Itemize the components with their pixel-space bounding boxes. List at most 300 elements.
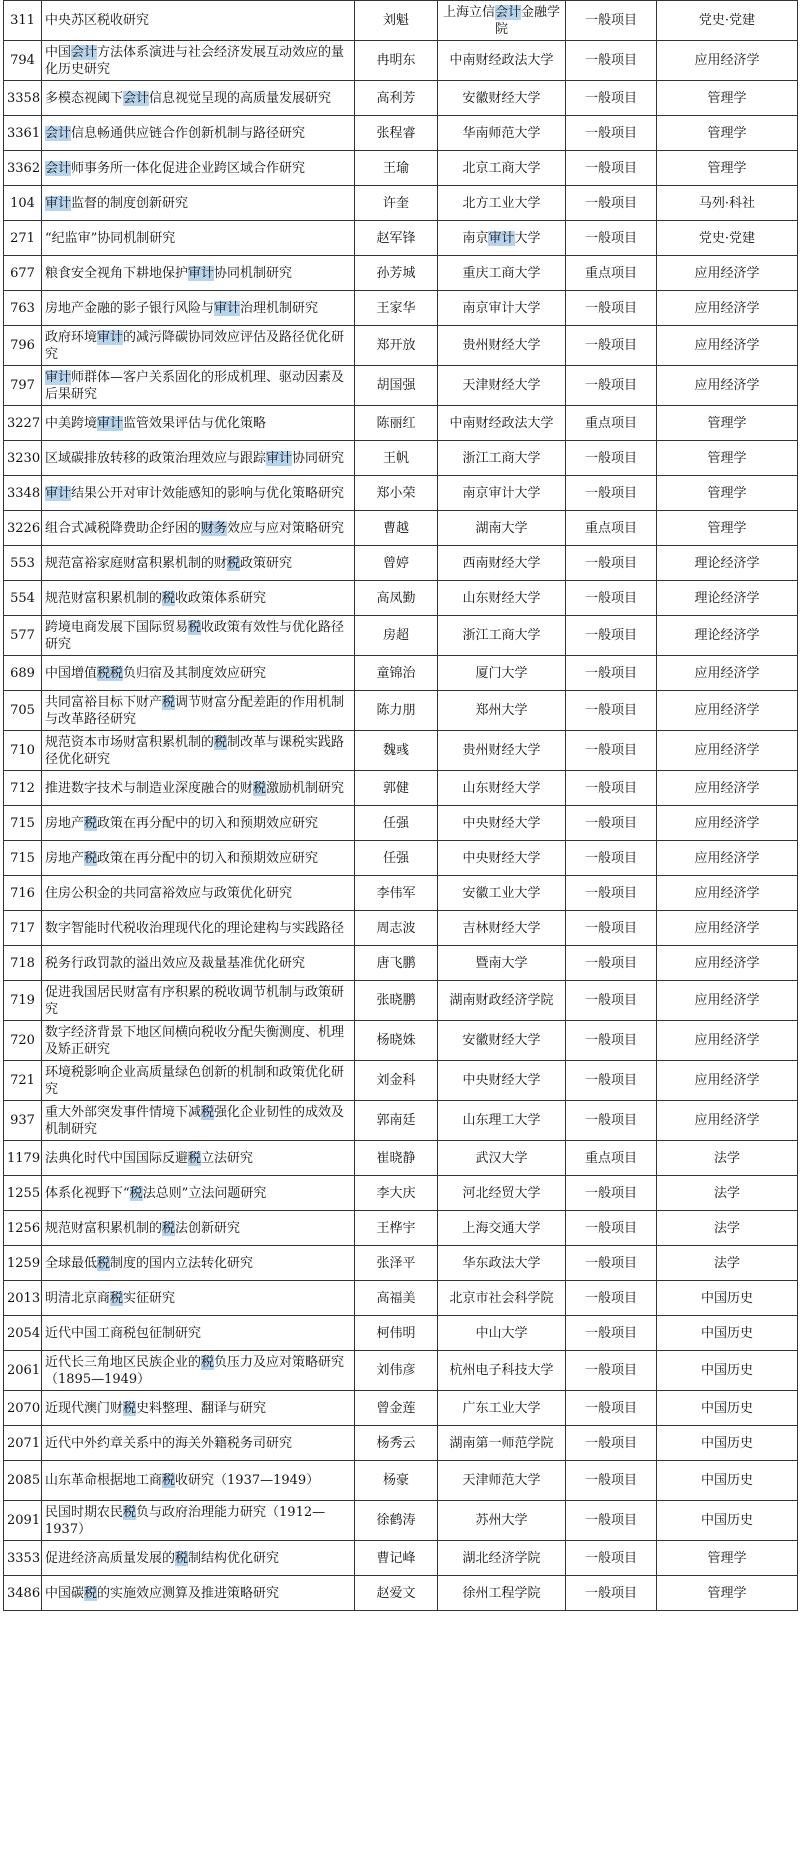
project-leader-cell: 魏彧 bbox=[355, 731, 438, 771]
project-type-cell: 重点项目 bbox=[566, 511, 657, 546]
table-row bbox=[4, 81, 798, 116]
table-row bbox=[4, 1101, 798, 1141]
table-row bbox=[4, 771, 798, 806]
project-org-cell: 广东工业大学 bbox=[438, 1391, 566, 1426]
project-type-cell: 一般项目 bbox=[566, 1246, 657, 1281]
project-subject-cell: 管理学 bbox=[657, 511, 798, 546]
project-org-cell: 华东政法大学 bbox=[438, 1246, 566, 1281]
project-id-cell: 271 bbox=[4, 221, 42, 256]
project-leader-cell: 曹越 bbox=[355, 511, 438, 546]
project-title-cell: 多模态视阈下会计信息视觉呈现的高质量发展研究 bbox=[42, 81, 355, 116]
project-id-cell: 1255 bbox=[4, 1176, 42, 1211]
project-type-cell: 一般项目 bbox=[566, 291, 657, 326]
table-row bbox=[4, 1141, 798, 1176]
project-title-cell: 粮食安全视角下耕地保护审计协同机制研究 bbox=[42, 256, 355, 291]
project-leader-cell: 王家华 bbox=[355, 291, 438, 326]
project-leader-cell: 柯伟明 bbox=[355, 1316, 438, 1351]
project-type-cell: 一般项目 bbox=[566, 981, 657, 1021]
project-subject-cell: 管理学 bbox=[657, 441, 798, 476]
project-title-cell: 数字经济背景下地区间横向税收分配失衡测度、机理及矫正研究 bbox=[42, 1021, 355, 1061]
project-type-cell: 一般项目 bbox=[566, 841, 657, 876]
project-subject-cell: 管理学 bbox=[657, 1576, 798, 1611]
table-row bbox=[4, 116, 798, 151]
table-row bbox=[4, 1316, 798, 1351]
project-leader-cell: 陈力朋 bbox=[355, 691, 438, 731]
projects-table bbox=[3, 0, 798, 1611]
project-subject-cell: 应用经济学 bbox=[657, 731, 798, 771]
table-row bbox=[4, 41, 798, 81]
project-leader-cell: 周志波 bbox=[355, 911, 438, 946]
project-subject-cell: 应用经济学 bbox=[657, 1061, 798, 1101]
keyword-highlight: 税 bbox=[129, 1185, 143, 1201]
project-subject-cell: 法学 bbox=[657, 1176, 798, 1211]
project-leader-cell: 张晓鹏 bbox=[355, 981, 438, 1021]
project-type-cell: 一般项目 bbox=[566, 326, 657, 366]
project-org-cell: 厦门大学 bbox=[438, 656, 566, 691]
project-type-cell: 重点项目 bbox=[566, 1141, 657, 1176]
project-title-cell: 环境税影响企业高质量绿色创新的机制和政策优化研究 bbox=[42, 1061, 355, 1101]
project-type-cell: 一般项目 bbox=[566, 366, 657, 406]
project-org-cell: 贵州财经大学 bbox=[438, 326, 566, 366]
project-subject-cell: 应用经济学 bbox=[657, 656, 798, 691]
project-type-cell: 一般项目 bbox=[566, 1351, 657, 1391]
project-id-cell: 2070 bbox=[4, 1391, 42, 1426]
project-subject-cell: 理论经济学 bbox=[657, 616, 798, 656]
project-org-cell: 山东财经大学 bbox=[438, 771, 566, 806]
project-leader-cell: 高凤勤 bbox=[355, 581, 438, 616]
project-leader-cell: 王帆 bbox=[355, 441, 438, 476]
table-row bbox=[4, 876, 798, 911]
table-row bbox=[4, 151, 798, 186]
project-title-cell: 规范财富积累机制的税法创新研究 bbox=[42, 1211, 355, 1246]
project-leader-cell: 刘伟彦 bbox=[355, 1351, 438, 1391]
project-id-cell: 720 bbox=[4, 1021, 42, 1061]
project-leader-cell: 唐飞鹏 bbox=[355, 946, 438, 981]
project-id-cell: 554 bbox=[4, 581, 42, 616]
project-type-cell: 一般项目 bbox=[566, 41, 657, 81]
project-subject-cell: 应用经济学 bbox=[657, 41, 798, 81]
keyword-highlight: 审计 bbox=[188, 265, 215, 281]
project-type-cell: 一般项目 bbox=[566, 1, 657, 41]
project-title-cell: 全球最低税制度的国内立法转化研究 bbox=[42, 1246, 355, 1281]
project-org-cell: 中央财经大学 bbox=[438, 1061, 566, 1101]
project-subject-cell: 中国历史 bbox=[657, 1281, 798, 1316]
project-leader-cell: 冉明东 bbox=[355, 41, 438, 81]
project-id-cell: 796 bbox=[4, 326, 42, 366]
project-id-cell: 2085 bbox=[4, 1461, 42, 1501]
project-type-cell: 一般项目 bbox=[566, 1501, 657, 1541]
project-subject-cell: 管理学 bbox=[657, 116, 798, 151]
table-row bbox=[4, 691, 798, 731]
table-row bbox=[4, 806, 798, 841]
keyword-highlight: 税 bbox=[162, 590, 176, 606]
project-id-cell: 705 bbox=[4, 691, 42, 731]
table-row bbox=[4, 981, 798, 1021]
project-leader-cell: 赵军锋 bbox=[355, 221, 438, 256]
project-subject-cell: 中国历史 bbox=[657, 1426, 798, 1461]
project-type-cell: 一般项目 bbox=[566, 616, 657, 656]
project-id-cell: 717 bbox=[4, 911, 42, 946]
project-leader-cell: 郭南廷 bbox=[355, 1101, 438, 1141]
keyword-highlight: 审计 bbox=[45, 369, 72, 385]
project-subject-cell: 党史·党建 bbox=[657, 1, 798, 41]
project-subject-cell: 应用经济学 bbox=[657, 946, 798, 981]
project-id-cell: 710 bbox=[4, 731, 42, 771]
project-id-cell: 311 bbox=[4, 1, 42, 41]
project-type-cell: 一般项目 bbox=[566, 1576, 657, 1611]
table-row bbox=[4, 476, 798, 511]
keyword-highlight: 会计 bbox=[45, 160, 72, 176]
project-id-cell: 677 bbox=[4, 256, 42, 291]
project-org-cell: 重庆工商大学 bbox=[438, 256, 566, 291]
project-title-cell: 法典化时代中国国际反避税立法研究 bbox=[42, 1141, 355, 1176]
project-id-cell: 3358 bbox=[4, 81, 42, 116]
project-id-cell: 763 bbox=[4, 291, 42, 326]
project-subject-cell: 应用经济学 bbox=[657, 806, 798, 841]
project-title-cell: 规范富裕家庭财富积累机制的财税政策研究 bbox=[42, 546, 355, 581]
project-leader-cell: 高利芳 bbox=[355, 81, 438, 116]
project-org-cell: 南京审计大学 bbox=[438, 291, 566, 326]
project-org-cell: 天津财经大学 bbox=[438, 366, 566, 406]
project-title-cell: 促进经济高质量发展的税制结构优化研究 bbox=[42, 1541, 355, 1576]
project-subject-cell: 应用经济学 bbox=[657, 771, 798, 806]
project-org-cell: 安徽财经大学 bbox=[438, 81, 566, 116]
project-subject-cell: 党史·党建 bbox=[657, 221, 798, 256]
project-id-cell: 1179 bbox=[4, 1141, 42, 1176]
project-leader-cell: 徐鹤涛 bbox=[355, 1501, 438, 1541]
project-subject-cell: 中国历史 bbox=[657, 1391, 798, 1426]
project-id-cell: 3348 bbox=[4, 476, 42, 511]
project-id-cell: 715 bbox=[4, 841, 42, 876]
project-subject-cell: 法学 bbox=[657, 1211, 798, 1246]
project-type-cell: 一般项目 bbox=[566, 806, 657, 841]
keyword-highlight: 税 bbox=[201, 1354, 215, 1370]
keyword-highlight: 审计 bbox=[45, 195, 72, 211]
project-id-cell: 718 bbox=[4, 946, 42, 981]
project-org-cell: 上海立信会计金融学院 bbox=[438, 1, 566, 41]
keyword-highlight: 税 bbox=[214, 734, 228, 750]
project-type-cell: 一般项目 bbox=[566, 221, 657, 256]
project-subject-cell: 理论经济学 bbox=[657, 581, 798, 616]
project-title-cell: 政府环境审计的减污降碳协同效应评估及路径优化研究 bbox=[42, 326, 355, 366]
project-subject-cell: 管理学 bbox=[657, 151, 798, 186]
project-org-cell: 山东财经大学 bbox=[438, 581, 566, 616]
keyword-highlight: 税 bbox=[123, 1400, 137, 1416]
project-subject-cell: 法学 bbox=[657, 1141, 798, 1176]
keyword-highlight: 审计 bbox=[214, 300, 241, 316]
project-subject-cell: 管理学 bbox=[657, 476, 798, 511]
table-row bbox=[4, 581, 798, 616]
project-title-cell: “纪监审”协同机制研究 bbox=[42, 221, 355, 256]
project-title-cell: 审计监督的制度创新研究 bbox=[42, 186, 355, 221]
project-leader-cell: 任强 bbox=[355, 841, 438, 876]
project-title-cell: 近代长三角地区民族企业的税负压力及应对策略研究（1895—1949） bbox=[42, 1351, 355, 1391]
project-leader-cell: 高福美 bbox=[355, 1281, 438, 1316]
project-id-cell: 937 bbox=[4, 1101, 42, 1141]
table-row bbox=[4, 1501, 798, 1541]
project-subject-cell: 应用经济学 bbox=[657, 911, 798, 946]
keyword-highlight: 财务 bbox=[201, 520, 228, 536]
project-title-cell: 近代中国工商税包征制研究 bbox=[42, 1316, 355, 1351]
project-title-cell: 组合式减税降费助企纾困的财务效应与应对策略研究 bbox=[42, 511, 355, 546]
project-org-cell: 南京审计大学 bbox=[438, 221, 566, 256]
table-row bbox=[4, 221, 798, 256]
project-id-cell: 689 bbox=[4, 656, 42, 691]
project-type-cell: 一般项目 bbox=[566, 1211, 657, 1246]
project-id-cell: 3486 bbox=[4, 1576, 42, 1611]
project-org-cell: 安徽财经大学 bbox=[438, 1021, 566, 1061]
project-id-cell: 104 bbox=[4, 186, 42, 221]
project-subject-cell: 应用经济学 bbox=[657, 691, 798, 731]
project-org-cell: 天津师范大学 bbox=[438, 1461, 566, 1501]
project-org-cell: 湖南财政经济学院 bbox=[438, 981, 566, 1021]
table-row bbox=[4, 1211, 798, 1246]
project-id-cell: 2054 bbox=[4, 1316, 42, 1351]
keyword-highlight: 税 bbox=[97, 1255, 111, 1271]
project-title-cell: 审计师群体—客户关系固化的形成机理、驱动因素及后果研究 bbox=[42, 366, 355, 406]
keyword-highlight: 税税 bbox=[97, 665, 124, 681]
keyword-highlight: 税 bbox=[227, 555, 241, 571]
project-title-cell: 中美跨境审计监管效果评估与优化策略 bbox=[42, 406, 355, 441]
project-subject-cell: 应用经济学 bbox=[657, 876, 798, 911]
project-leader-cell: 童锦治 bbox=[355, 656, 438, 691]
project-org-cell: 北京市社会科学院 bbox=[438, 1281, 566, 1316]
project-type-cell: 重点项目 bbox=[566, 406, 657, 441]
project-subject-cell: 应用经济学 bbox=[657, 1021, 798, 1061]
keyword-highlight: 税 bbox=[84, 1585, 98, 1601]
table-row bbox=[4, 731, 798, 771]
keyword-highlight: 税 bbox=[201, 1104, 215, 1120]
project-title-cell: 体系化视野下“税法总则”立法问题研究 bbox=[42, 1176, 355, 1211]
project-title-cell: 明清北京商税实征研究 bbox=[42, 1281, 355, 1316]
project-subject-cell: 管理学 bbox=[657, 1541, 798, 1576]
table-row bbox=[4, 511, 798, 546]
project-type-cell: 一般项目 bbox=[566, 186, 657, 221]
table-row bbox=[4, 291, 798, 326]
table-row bbox=[4, 441, 798, 476]
project-subject-cell: 应用经济学 bbox=[657, 256, 798, 291]
project-title-cell: 中央苏区税收研究 bbox=[42, 1, 355, 41]
project-title-cell: 房地产金融的影子银行风险与审计治理机制研究 bbox=[42, 291, 355, 326]
table-row bbox=[4, 1541, 798, 1576]
project-title-cell: 房地产税政策在再分配中的切入和预期效应研究 bbox=[42, 806, 355, 841]
project-type-cell: 一般项目 bbox=[566, 876, 657, 911]
keyword-highlight: 税 bbox=[188, 619, 202, 635]
project-id-cell: 3226 bbox=[4, 511, 42, 546]
project-org-cell: 郑州大学 bbox=[438, 691, 566, 731]
project-title-cell: 共同富裕目标下财产税调节财富分配差距的作用机制与改革路径研究 bbox=[42, 691, 355, 731]
project-subject-cell: 应用经济学 bbox=[657, 841, 798, 876]
project-type-cell: 一般项目 bbox=[566, 1541, 657, 1576]
project-title-cell: 近现代澳门财税史料整理、翻译与研究 bbox=[42, 1391, 355, 1426]
project-leader-cell: 张泽平 bbox=[355, 1246, 438, 1281]
project-subject-cell: 应用经济学 bbox=[657, 326, 798, 366]
keyword-highlight: 税 bbox=[84, 815, 98, 831]
project-id-cell: 3227 bbox=[4, 406, 42, 441]
project-leader-cell: 李大庆 bbox=[355, 1176, 438, 1211]
project-title-cell: 推进数字技术与制造业深度融合的财税激励机制研究 bbox=[42, 771, 355, 806]
project-type-cell: 一般项目 bbox=[566, 1101, 657, 1141]
project-title-cell: 跨境电商发展下国际贸易税收政策有效性与优化路径研究 bbox=[42, 616, 355, 656]
project-title-cell: 区域碳排放转移的政策治理效应与跟踪审计协同研究 bbox=[42, 441, 355, 476]
keyword-highlight: 会计 bbox=[123, 90, 150, 106]
project-org-cell: 徐州工程学院 bbox=[438, 1576, 566, 1611]
project-title-cell: 中国增值税税负归宿及其制度效应研究 bbox=[42, 656, 355, 691]
project-title-cell: 规范财富积累机制的税收政策体系研究 bbox=[42, 581, 355, 616]
project-type-cell: 一般项目 bbox=[566, 151, 657, 186]
project-leader-cell: 许奎 bbox=[355, 186, 438, 221]
table-row bbox=[4, 1281, 798, 1316]
project-leader-cell: 王瑜 bbox=[355, 151, 438, 186]
project-type-cell: 一般项目 bbox=[566, 771, 657, 806]
keyword-highlight: 税 bbox=[253, 780, 267, 796]
table-row bbox=[4, 1461, 798, 1501]
table-row bbox=[4, 326, 798, 366]
keyword-highlight: 税 bbox=[110, 1290, 124, 1306]
table-row bbox=[4, 1061, 798, 1101]
table-row bbox=[4, 1351, 798, 1391]
keyword-highlight: 会计 bbox=[71, 44, 98, 60]
project-org-cell: 西南财经大学 bbox=[438, 546, 566, 581]
project-org-cell: 湖南第一师范学院 bbox=[438, 1426, 566, 1461]
keyword-highlight: 税 bbox=[84, 850, 98, 866]
table-row bbox=[4, 911, 798, 946]
project-id-cell: 719 bbox=[4, 981, 42, 1021]
project-id-cell: 797 bbox=[4, 366, 42, 406]
project-title-cell: 会计师事务所一体化促进企业跨区域合作研究 bbox=[42, 151, 355, 186]
project-type-cell: 一般项目 bbox=[566, 946, 657, 981]
project-leader-cell: 张程睿 bbox=[355, 116, 438, 151]
project-id-cell: 2061 bbox=[4, 1351, 42, 1391]
project-title-cell: 近代中外约章关系中的海关外籍税务司研究 bbox=[42, 1426, 355, 1461]
table-row bbox=[4, 656, 798, 691]
project-type-cell: 一般项目 bbox=[566, 441, 657, 476]
project-type-cell: 一般项目 bbox=[566, 656, 657, 691]
project-org-cell: 吉林财经大学 bbox=[438, 911, 566, 946]
project-title-cell: 山东革命根据地工商税收研究（1937—1949） bbox=[42, 1461, 355, 1501]
project-leader-cell: 曾金莲 bbox=[355, 1391, 438, 1426]
project-leader-cell: 胡国强 bbox=[355, 366, 438, 406]
project-type-cell: 一般项目 bbox=[566, 1176, 657, 1211]
project-leader-cell: 赵爱文 bbox=[355, 1576, 438, 1611]
keyword-highlight: 税 bbox=[188, 1150, 202, 1166]
project-leader-cell: 曾婷 bbox=[355, 546, 438, 581]
project-type-cell: 一般项目 bbox=[566, 81, 657, 116]
project-id-cell: 1259 bbox=[4, 1246, 42, 1281]
project-org-cell: 苏州大学 bbox=[438, 1501, 566, 1541]
project-org-cell: 中南财经政法大学 bbox=[438, 41, 566, 81]
project-title-cell: 会计信息畅通供应链合作创新机制与路径研究 bbox=[42, 116, 355, 151]
project-subject-cell: 应用经济学 bbox=[657, 981, 798, 1021]
project-org-cell: 上海交通大学 bbox=[438, 1211, 566, 1246]
project-subject-cell: 管理学 bbox=[657, 81, 798, 116]
project-leader-cell: 房超 bbox=[355, 616, 438, 656]
table-row bbox=[4, 946, 798, 981]
project-id-cell: 721 bbox=[4, 1061, 42, 1101]
project-title-cell: 重大外部突发事件情境下减税强化企业韧性的成效及机制研究 bbox=[42, 1101, 355, 1141]
project-subject-cell: 理论经济学 bbox=[657, 546, 798, 581]
project-org-cell: 武汉大学 bbox=[438, 1141, 566, 1176]
project-leader-cell: 崔晓静 bbox=[355, 1141, 438, 1176]
table-row bbox=[4, 1176, 798, 1211]
project-title-cell: 房地产税政策在再分配中的切入和预期效应研究 bbox=[42, 841, 355, 876]
project-leader-cell: 杨秀云 bbox=[355, 1426, 438, 1461]
project-org-cell: 暨南大学 bbox=[438, 946, 566, 981]
keyword-highlight: 税 bbox=[162, 1473, 176, 1488]
project-id-cell: 716 bbox=[4, 876, 42, 911]
project-org-cell: 华南师范大学 bbox=[438, 116, 566, 151]
keyword-highlight: 税 bbox=[162, 694, 176, 710]
project-subject-cell: 中国历史 bbox=[657, 1316, 798, 1351]
project-title-cell: 规范资本市场财富积累机制的税制改革与课税实践路径优化研究 bbox=[42, 731, 355, 771]
project-title-cell: 中国碳税的实施效应测算及推进策略研究 bbox=[42, 1576, 355, 1611]
keyword-highlight: 税 bbox=[175, 1550, 189, 1566]
project-subject-cell: 中国历史 bbox=[657, 1461, 798, 1501]
project-leader-cell: 任强 bbox=[355, 806, 438, 841]
project-type-cell: 一般项目 bbox=[566, 476, 657, 511]
table-row bbox=[4, 1426, 798, 1461]
project-type-cell: 重点项目 bbox=[566, 256, 657, 291]
project-type-cell: 一般项目 bbox=[566, 1461, 657, 1501]
project-leader-cell: 王桦宇 bbox=[355, 1211, 438, 1246]
project-subject-cell: 中国历史 bbox=[657, 1351, 798, 1391]
project-id-cell: 577 bbox=[4, 616, 42, 656]
project-type-cell: 一般项目 bbox=[566, 1316, 657, 1351]
project-id-cell: 3362 bbox=[4, 151, 42, 186]
project-org-cell: 北方工业大学 bbox=[438, 186, 566, 221]
keyword-highlight: 审计 bbox=[266, 450, 293, 466]
project-leader-cell: 孙芳城 bbox=[355, 256, 438, 291]
project-org-cell: 河北经贸大学 bbox=[438, 1176, 566, 1211]
project-org-cell: 浙江工商大学 bbox=[438, 616, 566, 656]
table-row bbox=[4, 841, 798, 876]
keyword-highlight: 会计 bbox=[494, 4, 521, 20]
project-org-cell: 湖南大学 bbox=[438, 511, 566, 546]
keyword-highlight: 会计 bbox=[45, 125, 72, 141]
project-id-cell: 3353 bbox=[4, 1541, 42, 1576]
keyword-highlight: 审计 bbox=[97, 415, 124, 431]
project-org-cell: 中南财经政法大学 bbox=[438, 406, 566, 441]
project-leader-cell: 郭健 bbox=[355, 771, 438, 806]
table-row bbox=[4, 406, 798, 441]
project-title-cell: 数字智能时代税收治理现代化的理论建构与实践路径 bbox=[42, 911, 355, 946]
project-org-cell: 浙江工商大学 bbox=[438, 441, 566, 476]
project-org-cell: 杭州电子科技大学 bbox=[438, 1351, 566, 1391]
project-title-cell: 住房公积金的共同富裕效应与政策优化研究 bbox=[42, 876, 355, 911]
project-org-cell: 山东理工大学 bbox=[438, 1101, 566, 1141]
project-leader-cell: 杨晓姝 bbox=[355, 1021, 438, 1061]
project-org-cell: 中央财经大学 bbox=[438, 806, 566, 841]
project-org-cell: 安徽工业大学 bbox=[438, 876, 566, 911]
project-type-cell: 一般项目 bbox=[566, 116, 657, 151]
project-id-cell: 712 bbox=[4, 771, 42, 806]
table-row bbox=[4, 366, 798, 406]
project-title-cell: 促进我国居民财富有序积累的税收调节机制与政策研究 bbox=[42, 981, 355, 1021]
project-org-cell: 中山大学 bbox=[438, 1316, 566, 1351]
project-type-cell: 一般项目 bbox=[566, 1391, 657, 1426]
keyword-highlight: 审计 bbox=[97, 329, 124, 345]
project-org-cell: 南京审计大学 bbox=[438, 476, 566, 511]
table-row bbox=[4, 1391, 798, 1426]
project-type-cell: 一般项目 bbox=[566, 546, 657, 581]
project-org-cell: 北京工商大学 bbox=[438, 151, 566, 186]
project-leader-cell: 刘金科 bbox=[355, 1061, 438, 1101]
project-title-cell: 税务行政罚款的溢出效应及裁量基准优化研究 bbox=[42, 946, 355, 981]
table-row bbox=[4, 1021, 798, 1061]
project-leader-cell: 杨豪 bbox=[355, 1461, 438, 1501]
project-leader-cell: 曹记峰 bbox=[355, 1541, 438, 1576]
project-leader-cell: 李伟军 bbox=[355, 876, 438, 911]
